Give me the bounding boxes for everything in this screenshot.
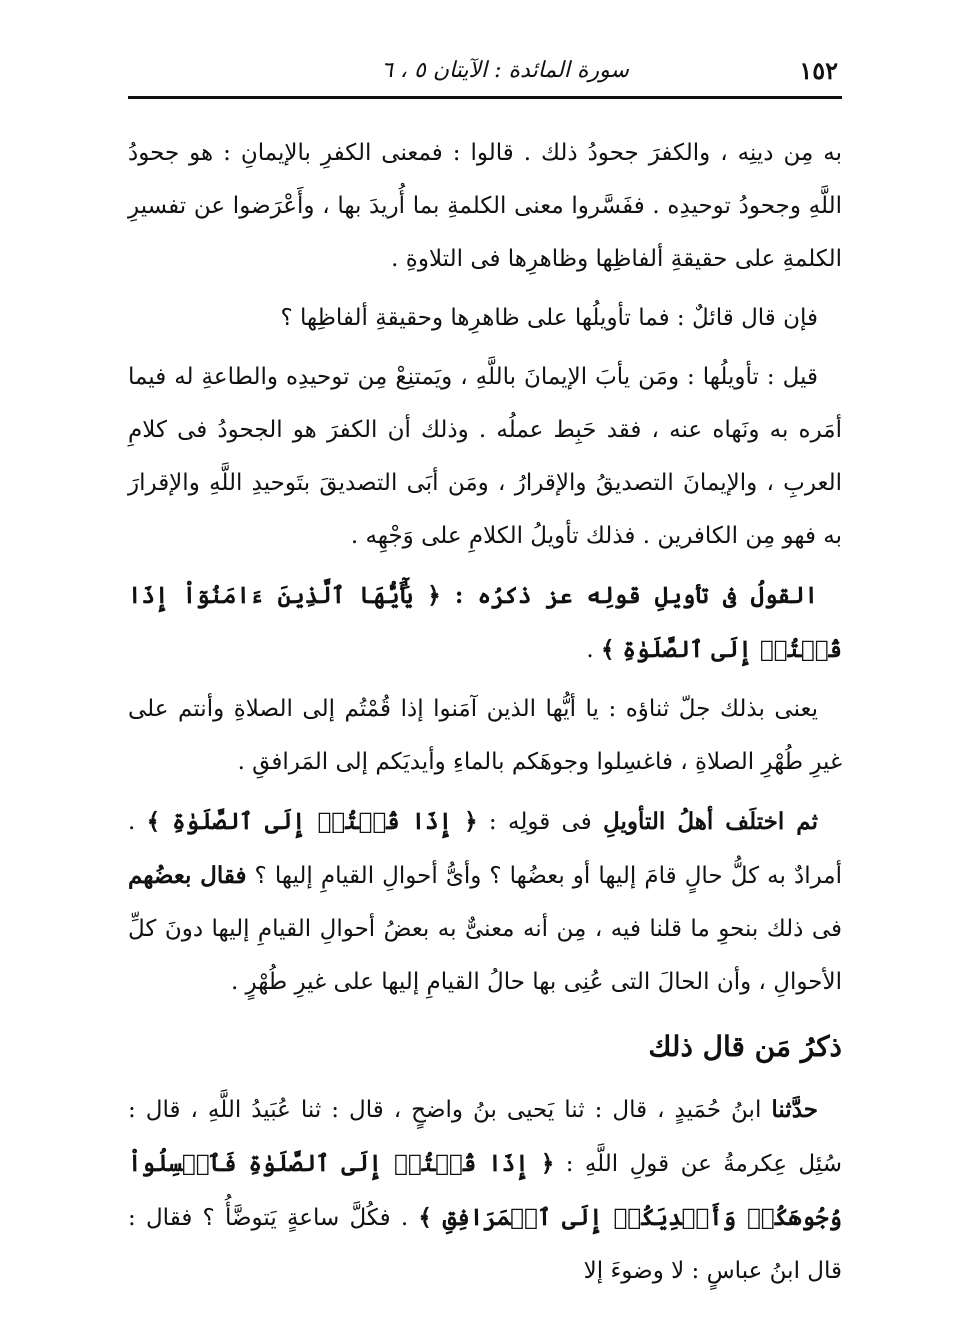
quran-verse: ﴿ إِذَا قُمۡتُمۡ إِلَى ٱلصَّلَوٰةِ فَٱغۡسِلُواْ وُجُوهَكُمۡ وَأَيۡدِيَكُمۡ إِلَى ٱلۡمَرَافِقِ ﴾ <box>128 1150 842 1231</box>
paragraph <box>128 292 842 345</box>
paragraph <box>128 127 842 286</box>
bold-text: حدَّثنا <box>771 1096 818 1123</box>
quran-verse: ﴿ إِذَا قُمۡتُمۡ إِلَى ٱلصَّلَوٰةِ ﴾ <box>146 808 478 835</box>
text-segment: فإن قال قائلٌ : فما تأويلُها على ظاهرِها وحقيقةِ ألفاظِها ؟ <box>280 305 818 331</box>
paragraph <box>128 795 842 1009</box>
paragraph <box>128 569 842 677</box>
paragraph <box>128 683 842 789</box>
text-segment: فى قولِه : <box>477 809 604 835</box>
text-segment: . أمرادٌ به كلُّ حالٍ قامَ إليها أو بعضُها ؟ وأىُّ أحوالِ القيامِ إليها ؟ <box>128 809 842 889</box>
running-title: سورة المائدة : الآيتان ٥ ، ٦ <box>381 58 629 83</box>
text-segment: به مِن دينِه ، والكفرَ جحودُ ذلك . قالوا : فمعنى الكفرِ بالإيمانِ : هو جحودُ اللَّهِ وجحودُ توحيدِه . ففَسَّروا معنى الكلمةِ بما أُريدَ بها ، وأَعْرَضوا عن تفسيرِ الكلمةِ على حقيقةِ ألفاظِها وظاهرِها فى التلاوةِ . <box>128 140 842 272</box>
quran-verse: ﴿ يَٰٓأَيُّهَا ٱلَّذِينَ ءَامَنُوٓاْ إِذَا قُمۡتُمۡ إِلَى ٱلصَّلَوٰةِ ﴾ <box>128 582 842 663</box>
final-paragraph-container <box>128 1083 842 1298</box>
paragraph <box>128 1083 842 1298</box>
bold-text: فقال بعضُهم <box>128 862 247 889</box>
text-segment: . فكُلَّ ساعةٍ يَتوضَّأُ ؟ فقال : قال ابنُ عباسٍ : لا وضوءَ إلا <box>128 1205 842 1284</box>
section-heading: ذكرُ مَن قال ذلك <box>648 1030 842 1063</box>
bold-text: ثم اختلَف أهلُ التأويلِ <box>603 808 818 835</box>
page-header <box>128 52 842 99</box>
paragraph <box>128 351 842 563</box>
text-segment: يعنى بذلك جلّ ثناؤه : يا أيُّها الذين آمَنوا إذا قُمْتُم إلى الصلاةِ وأنتم على غيرِ طُهْرِ الصلاةِ ، فاغسِلوا وجوهَكم بالماءِ وأيديَكم إلى المَرافقِ . <box>128 696 842 775</box>
text-segment: ابنُ حُمَيدٍ ، قال : ثنا يَحيى بنُ واضحٍ ، قال : ثنا عُبَيدُ اللَّهِ ، قال : سُئِل عِكرمةُ عن قولِ اللَّهِ : <box>128 1097 842 1177</box>
text-segment: . <box>586 637 602 663</box>
paragraphs-container <box>128 127 842 1009</box>
body-text <box>128 127 842 1298</box>
page-number: ١٥٢ <box>799 56 838 85</box>
bold-text: القولُ فى تأويلِ قولِه عز ذكرُه : <box>440 582 818 609</box>
text-segment: قيل : تأويلُها : ومَن يأبَ الإيمانَ باللَّهِ ، ويَمتنِعْ مِن توحيدِه والطاعةِ له فيما أمَره به ونَهاه عنه ، فقد حَبِط عملُه . وذلك أن الكفرَ هو الجحودُ فى كلامِ العربِ ، والإيمانَ التصديقُ والإقرارُ ، ومَن أبَى التصديقَ بتَوحيدِ اللَّهِ والإقرارَ به فهو مِن الكافرين . فذلك تأويلُ الكلامِ على وَجْهِه . <box>128 364 842 549</box>
text-segment: فى ذلك بنحوِ ما قلنا فيه ، مِن أنه معنىٌّ به بعضُ أحوالِ القيامِ إليها دونَ كلِّ الأحوالِ ، وأن الحالَ التى عُنِى بها حالُ القيامِ إليها على غيرِ طُهْرٍ . <box>128 916 842 995</box>
